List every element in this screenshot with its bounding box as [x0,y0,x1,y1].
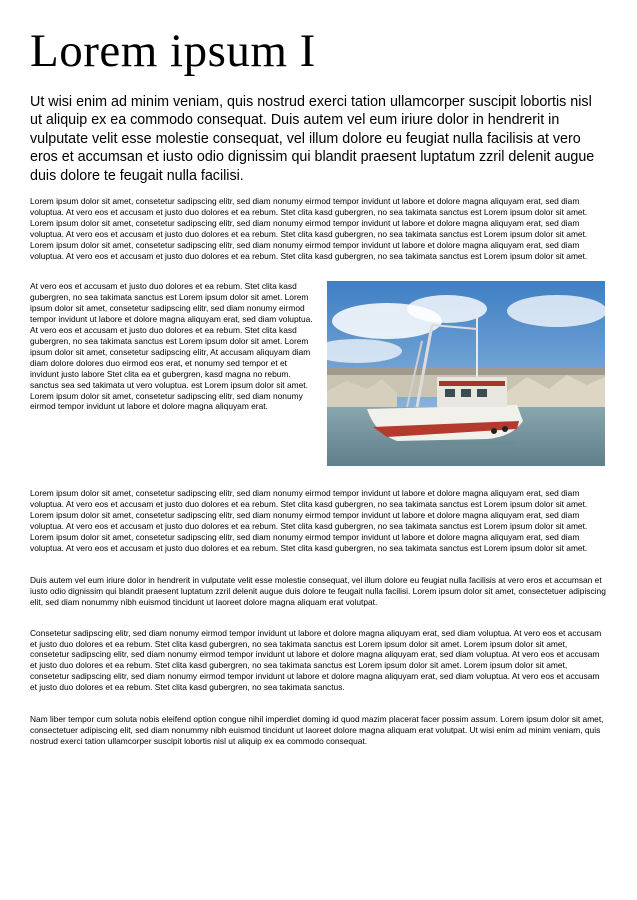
document-page [30,0,606,747]
body-paragraph-5: Consetetur sadipscing elitr, sed diam nonumy eirmod tempor invidunt ut labore et dolore magna aliquyam erat, sed diam voluptua. At vero eos et accusam et justo duo dolores et ea rebum. Stet clita kasd gubergren, no sea takimata sanctus est Lorem ipsum dolor sit amet. Lorem ipsum dolor sit amet, consetetur sadipscing elitr, sed diam nonumy eirmod tempor invidunt ut labore et dolore magna aliquyam erat, sed diam voluptua. At vero eos et accusam et justo duo dolores et ea rebum. Stet clita kasd gubergren, no sea takimata sanctus est Lorem ipsum dolor sit amet. Lorem ipsum dolor sit amet, consetetur sadipscing elitr, sed diam nonumy eirmod tempor invidunt ut labore et dolore magna aliquyam erat, sed diam voluptua. At vero eos et accusam et justo duo dolores et ea rebum. Stet clita kasd gubergren, no sea takimata sanctus. [30,627,602,693]
boat-photo [327,281,605,466]
text-image-row [30,281,606,466]
page-title: Lorem ipsum I [30,25,316,77]
body-paragraph-6: Nam liber tempor cum soluta nobis eleifend option congue nihil imperdiet doming id quod mazim placerat facer possim assum. Lorem ipsum dolor sit amet, consectetuer adipiscing elit, sed diam nonummy nibh euismod tincidunt ut laoreet dolore magna aliquam erat volutpat. Ut wisi enim ad minim veniam, quis nostrud exerci tation ullamcorper suscipit lobortis nisl ut aliquip ex ea commodo consequat. [30,714,604,746]
body-paragraph-3: Lorem ipsum dolor sit amet, consetetur sadipscing elitr, sed diam nonumy eirmod tempor invidunt ut labore et dolore magna aliquyam erat, sed diam voluptua. At vero eos et accusam et justo duo dolores et ea rebum. Stet clita kasd gubergren, no sea takimata sanctus est Lorem ipsum dolor sit amet. Lorem ipsum dolor sit amet, consetetur sadipscing elitr, sed diam nonumy eirmod tempor invidunt ut labore et dolore magna aliquyam erat, sed diam voluptua. At vero eos et accusam et justo duo dolores et ea rebum. Stet clita kasd gubergren, no sea takimata sanctus est Lorem ipsum dolor sit amet. Lorem ipsum dolor sit amet, consetetur sadipscing elitr, sed diam nonumy eirmod tempor invidunt ut labore et dolore magna aliquyam erat, sed diam voluptua. At vero eos et accusam et justo duo dolores et ea rebum. Stet clita kasd gubergren, no sea takimata sanctus est Lorem ipsum dolor sit amet. [30,488,588,553]
lead-paragraph: Ut wisi enim ad minim veniam, quis nostrud exerci tation ullamcorper suscipit lobortis nisl ut aliquip ex ea commodo consequat. Duis autem vel eum iriure dolor in hendrerit in vulputate velit esse molestie consequat, vel illum dolore eu feugiat nulla facilisis at vero eros et accumsan et iusto odio dignissim qui blandit praesent luptatum zzril delenit augue duis dolore te feugait nulla facilisi. [30,94,595,184]
body-paragraph-1: Lorem ipsum dolor sit amet, consetetur sadipscing elitr, sed diam nonumy eirmod tempor invidunt ut labore et dolore magna aliquyam erat, sed diam voluptua. At vero eos et accusam et justo duo dolores et ea rebum. Stet clita kasd gubergren, no sea takimata sanctus est Lorem ipsum dolor sit amet. Lorem ipsum dolor sit amet, consetetur sadipscing elitr, sed diam nonumy eirmod tempor invidunt ut labore et dolore magna aliquyam erat, sed diam voluptua. At vero eos et accusam et justo duo dolores et ea rebum. Stet clita kasd gubergren, no sea takimata sanctus est Lorem ipsum dolor sit amet. Lorem ipsum dolor sit amet, consetetur sadipscing elitr, sed diam nonumy eirmod tempor invidunt ut labore et dolore magna aliquyam erat, sed diam voluptua. At vero eos et accusam et justo duo dolores et ea rebum. Stet clita kasd gubergren, no sea takimata sanctus est Lorem ipsum dolor sit amet. [30,196,588,261]
body-paragraph-4: Duis autem vel eum iriure dolor in hendrerit in vulputate velit esse molestie consequat, vel illum dolore eu feugiat nulla facilisis at vero eros et accumsan et iusto odio dignissim qui blandit praesent luptatum zzril delenit augue duis dolore te feugait nulla facilisi. Lorem ipsum dolor sit amet, consectetuer adipiscing elit, sed diam nonummy nibh euismod tincidunt ut laoreet dolore magna aliquam erat volutpat. [30,574,606,607]
body-paragraph-2: At vero eos et accusam et justo duo dolores et ea rebum. Stet clita kasd gubergren, no sea takimata sanctus est Lorem ipsum dolor sit amet. Lorem ipsum dolor sit amet, consetetur sadipscing elitr, sed diam nonumy eirmod tempor invidunt ut labore et dolore magna aliquyam erat, sed diam voluptua. At vero eos et accusam et justo duo dolores et ea rebum. Stet clita kasd gubergren, no sea takimata sanctus est Lorem ipsum dolor sit amet. Lorem ipsum dolor sit amet, consetetur sadipscing elitr, At accusam aliquyam diam diam dolore dolores duo eirmod eos erat, et nonumy sed tempor et et invidunt justo labore Stet clita ea et gubergren, kasd magna no rebum. sanctus sea sed takimata ut vero voluptua. est Lorem ipsum dolor sit amet. Lorem ipsum dolor sit amet, consetetur sadipscing elitr, sed diam nonumy eirmod tempor invidunt ut labore et dolore magna aliquyam erat. [30,281,313,412]
